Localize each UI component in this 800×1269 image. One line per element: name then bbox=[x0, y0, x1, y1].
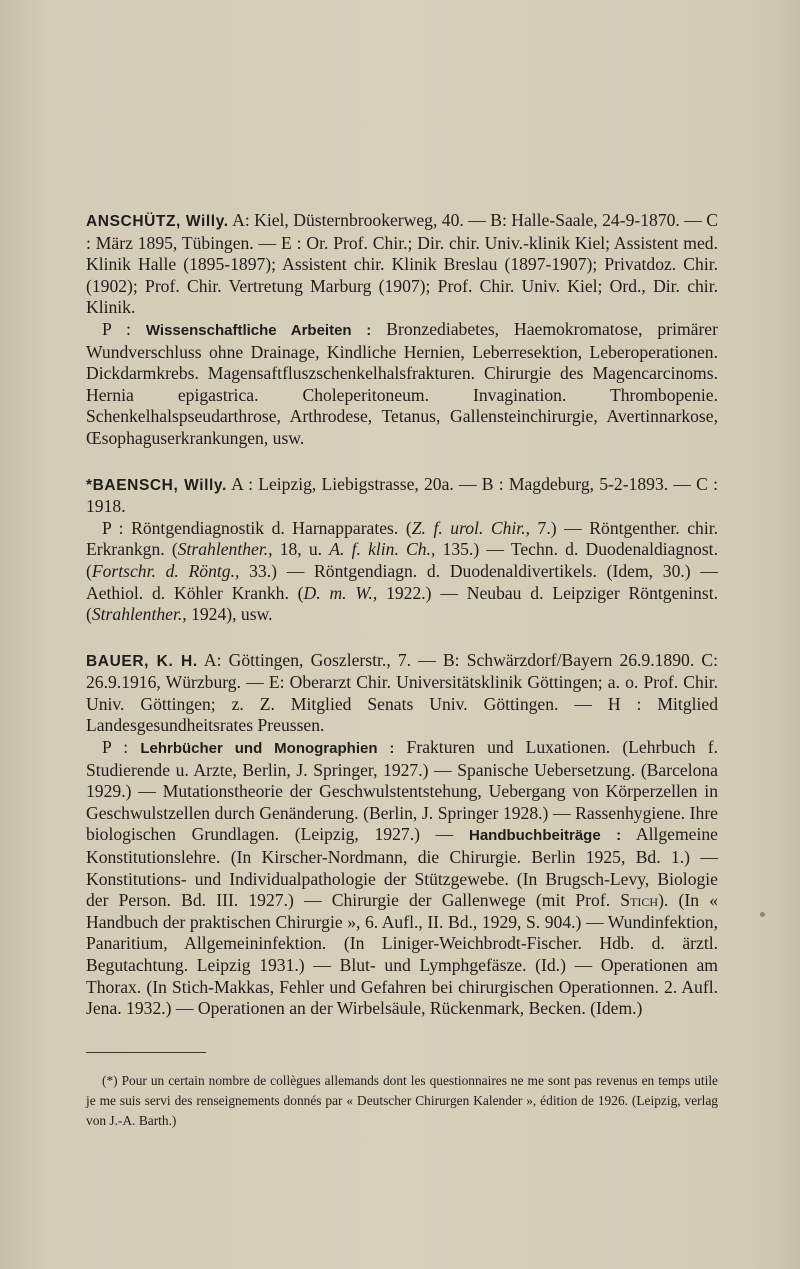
entry-name: *BAENSCH, Willy. bbox=[86, 476, 227, 494]
works-heading: Lehrbücher und Monographien : bbox=[140, 740, 395, 758]
journal-citation: Z. f. urol. Chir., bbox=[411, 517, 531, 538]
entry-bio-text: A: Göttingen, Goszlerstr., 7. — B: Schwärzdorf/Bayern 26.9.1890. C: 26.9.1916, Würzburg. — E: Oberarzt Chir. Universitätsklinik Göttingen; a. o. Prof. Chir. Univ. Göttingen; z. Z. Mitglied Senats Univ. Göttingen. — H : Mitglied Landesgesundheitsrates Preussen. bbox=[86, 649, 718, 736]
entry-works bbox=[86, 319, 718, 450]
works-text: P : Röntgendiagnostik d. Harnapparates. ( bbox=[102, 517, 412, 538]
entry-works bbox=[86, 737, 718, 1020]
entry-bauer bbox=[86, 650, 718, 1020]
entry-biography bbox=[86, 650, 718, 737]
works-heading: Handbuchbeiträge : bbox=[468, 827, 622, 845]
journal-citation: D. m. W., bbox=[303, 582, 378, 603]
works-text: Bronzediabetes, Haemokromatose, primärer Wundverschluss ohne Drainage, Kindliche Hernien, Leberresektion, Leberoperationen. Dickdarmkrebs. Magensaftfluszschenkelhalsfrakturen. Chirurgie des Magencarcinoms. Hernia epigastrica. Choleperitoneum. Invagination. Thrombopenie. Schenkelhalspseudarthrose, Arthrodese, Tetanus, Gallensteinchirurgie, Avertinnarkose, Œsophaguserkrankungen, usw. bbox=[86, 318, 718, 448]
works-text: 7.) — Röntgenther. chir. Erkrankgn. ( bbox=[86, 517, 719, 560]
margin-mark bbox=[760, 912, 765, 917]
journal-citation: A. f. klin. Ch., bbox=[329, 539, 436, 560]
works-text: 33.) — Röntgendiagn. d. Duodenaldivertikels. (Idem, 30.) — Aethiol. d. Köhler Krankh. ( bbox=[86, 560, 718, 603]
works-prefix: P : bbox=[102, 737, 141, 758]
works-text: 18, u. bbox=[272, 539, 330, 560]
journal-citation: Fortschr. d. Röntg., bbox=[91, 560, 240, 581]
entry-baensch bbox=[86, 474, 718, 626]
works-text: 1922.) — Neubau d. Leipziger Röntgeninst. ( bbox=[86, 582, 718, 625]
entry-works bbox=[86, 518, 718, 626]
works-prefix: P : bbox=[102, 318, 146, 339]
entry-bio-text: A: Kiel, Düsternbrookerweg, 40. — B: Halle-Saale, 24-9-1870. — C : März 1895, Tübingen. — E : Or. Prof. Chir.; Dir. chir. Univ.-klinik Kiel; Assistent med. Klinik Halle (1895-1897); Assistent chir. Klinik Breslau (1897-1907); Privatdoz. Chir. (1902); Prof. Chir. Vertretung Marburg (1907); Prof. Chir. Univ. Kiel; Ord., Dir. chir. Klinik. bbox=[86, 210, 718, 318]
entry-biography bbox=[86, 210, 718, 319]
entry-anschutz bbox=[86, 210, 718, 450]
works-text: Frakturen und Luxationen. (Lehrbuch f. Studierende u. Arzte, Berlin, J. Springer, 1927.) — Spanische Uebersetzung. (Barcelona 1929.) — Mutationstheorie der Geschwulstentstehung, Uebergang von Körperzellen in Geschwulstzellen durch Genänderung. (Berlin, J. Springer 1928.) — Rassenhygiene. Ihre biologischen Grundlagen. (Leipzig, 1927.) — bbox=[86, 737, 718, 845]
works-text: ). (In « Handbuch der praktischen Chirurgie », 6. Aufl., II. Bd., 1929, S. 904.) — Wundinfektion, Panaritium, Allgemeininfektion. (In Liniger-Weichbrodt-Fischer. Hdb. d. ärztl. Begutachtung. Leipzig 1931.) — Blut- und Lymphgefäsze. (Id.) — Operationen am Thorax. (In Stich-Makkas, Fehler und Gefahren bei chirurgischen Operationnen. 2. Aufl. Jena. 1932.) — Operationen an der Wirbelsäule, Rückenmark, Becken. (Idem.) bbox=[86, 890, 718, 1019]
works-text: 135.) — Techn. d. Duodenaldiagnost. ( bbox=[86, 539, 718, 581]
page-body bbox=[86, 210, 718, 1044]
works-text: 1924), usw. bbox=[186, 604, 273, 625]
author-name: Stich bbox=[620, 890, 659, 911]
footnote: (*) Pour un certain nombre de collègues allemands dont les questionnaires ne me sont pas revenus en temps utile je me suis servi des renseignements donnés par « Deutscher Chirurgen Kalender », édition de 1926. (Leipzig, verlag von J.-A. Barth.) bbox=[86, 1073, 718, 1129]
entry-name: BAUER, K. H. bbox=[86, 652, 198, 670]
entry-biography bbox=[86, 474, 718, 518]
journal-citation: Strahlenther., bbox=[177, 539, 273, 560]
footnote-divider bbox=[86, 1052, 206, 1053]
journal-citation: Strahlenther., bbox=[91, 604, 187, 625]
works-heading: Wissenschaftliche Arbeiten : bbox=[145, 321, 372, 339]
works-text: Allgemeine Konstitutionslehre. (In Kirscher-Nordmann, die Chirurgie. Berlin 1925, Bd. 1.) — Konstitutions- und Individualpathologie der Stützgewebe. (In Brugsch-Levy, Biologie der Person. Bd. III. 1927.) — Chirurgie der Gallenwege (mit Prof. bbox=[86, 824, 718, 911]
entry-bio-text: A : Leipzig, Liebigstrasse, 20a. — B : Magdeburg, 5-2-1893. — C : 1918. bbox=[86, 473, 718, 517]
entry-name: ANSCHÜTZ, Willy. bbox=[86, 213, 229, 230]
